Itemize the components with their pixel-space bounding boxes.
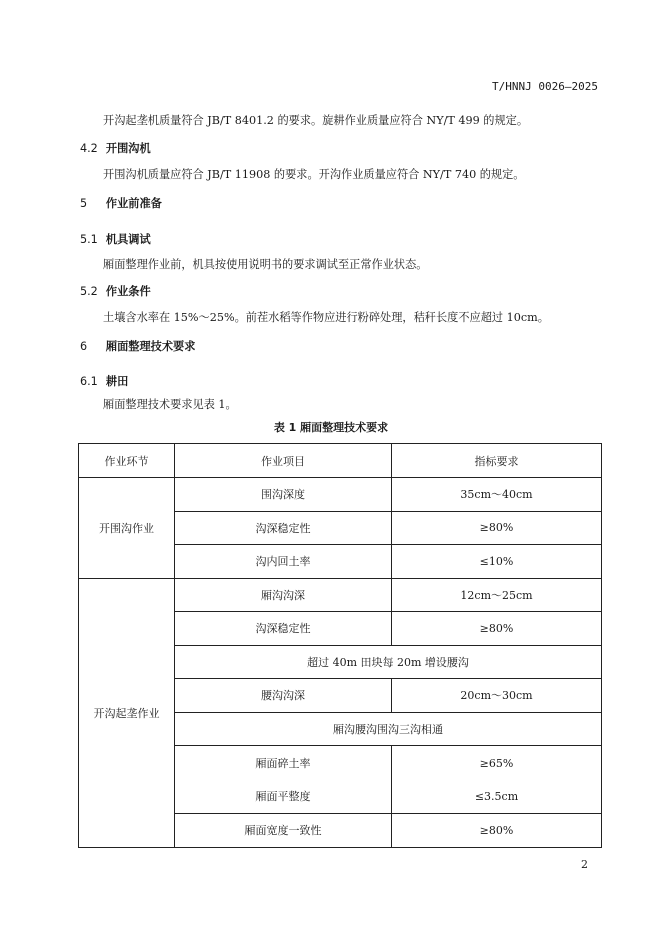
- requirement-cell: ≤10%: [392, 545, 602, 579]
- section-title: 厢面整理技术要求: [105, 340, 196, 353]
- requirement-text: ≤3.5cm: [474, 789, 519, 803]
- item-cell: 沟深稳定性: [175, 511, 392, 545]
- header-requirement: 指标要求: [392, 444, 602, 478]
- paragraph-working-conditions: 土壤含水率在 15%～25%。前茬水稻等作物应进行粉碎处理，秸秆长度不应超过 10cm。: [103, 311, 549, 324]
- requirement-cell: ≥80%: [392, 612, 602, 646]
- section-number: 5.2: [80, 285, 98, 298]
- section-title: 机具调试: [105, 233, 151, 246]
- section-number: 5: [80, 197, 88, 210]
- section-6-heading: [80, 338, 195, 354]
- requirement-cell: 35cm～40cm: [392, 478, 602, 512]
- section-5-heading: [80, 195, 162, 211]
- paragraph-machine-adjustment: 厢面整理作业前，机具按使用说明书的要求调试至正常作业状态。: [103, 258, 428, 271]
- standard-number: T/HNNJ 0026—2025: [492, 80, 598, 93]
- item-cell: 围沟深度: [175, 478, 392, 512]
- paragraph-ridger-quality: 开沟起垄机质量符合 JB/T 8401.2 的要求。旋耕作业质量应符合 NY/T 499 的规定。: [103, 114, 529, 127]
- stage-cell: 开围沟作业: [79, 478, 175, 579]
- section-6-1-heading: [80, 373, 128, 389]
- item-text: 厢面平整度: [255, 789, 311, 803]
- section-number: 6: [80, 340, 88, 353]
- requirement-cell: [392, 746, 602, 814]
- page-number: 2: [581, 858, 588, 871]
- requirement-text: ≥65%: [479, 756, 514, 770]
- requirement-cell: ≥80%: [392, 814, 602, 848]
- section-title: 作业前准备: [105, 197, 162, 210]
- table-caption: 表 1 厢面整理技术要求: [273, 421, 389, 434]
- section-number: 6.1: [80, 375, 98, 388]
- stage-cell: 开沟起垄作业: [79, 578, 175, 847]
- header-operation-item: 作业项目: [175, 444, 392, 478]
- item-text: 厢面碎土率: [255, 756, 311, 770]
- section-title: 作业条件: [105, 285, 151, 298]
- requirement-cell: ≥80%: [392, 511, 602, 545]
- section-title: 耕田: [105, 375, 129, 388]
- table-row: [79, 478, 602, 512]
- table-header-row: [79, 444, 602, 478]
- note-cell: 厢沟腰沟围沟三沟相通: [175, 712, 602, 746]
- item-cell: [175, 746, 392, 814]
- paragraph-table-reference: 厢面整理技术要求见表 1。: [103, 398, 237, 411]
- section-5-2-heading: [80, 283, 151, 299]
- requirement-cell: 12cm～25cm: [392, 578, 602, 612]
- requirement-cell: 20cm～30cm: [392, 679, 602, 713]
- header-operation-stage: 作业环节: [79, 444, 175, 478]
- section-4-2-heading: [80, 140, 151, 156]
- item-cell: 沟深稳定性: [175, 612, 392, 646]
- item-cell: 厢沟沟深: [175, 578, 392, 612]
- item-cell: 沟内回土率: [175, 545, 392, 579]
- paragraph-ditcher-quality: 开围沟机质量应符合 JB/T 11908 的要求。开沟作业质量应符合 NY/T 740 的规定。: [103, 168, 525, 181]
- section-number: 4.2: [80, 142, 98, 155]
- note-cell: 超过 40m 田块每 20m 增设腰沟: [175, 645, 602, 679]
- section-5-1-heading: [80, 231, 151, 247]
- item-cell: 厢面宽度一致性: [175, 814, 392, 848]
- section-title: 开围沟机: [105, 142, 151, 155]
- item-cell: 腰沟沟深: [175, 679, 392, 713]
- technical-requirements-table: [78, 443, 602, 848]
- table-row: [79, 578, 602, 612]
- section-number: 5.1: [80, 233, 98, 246]
